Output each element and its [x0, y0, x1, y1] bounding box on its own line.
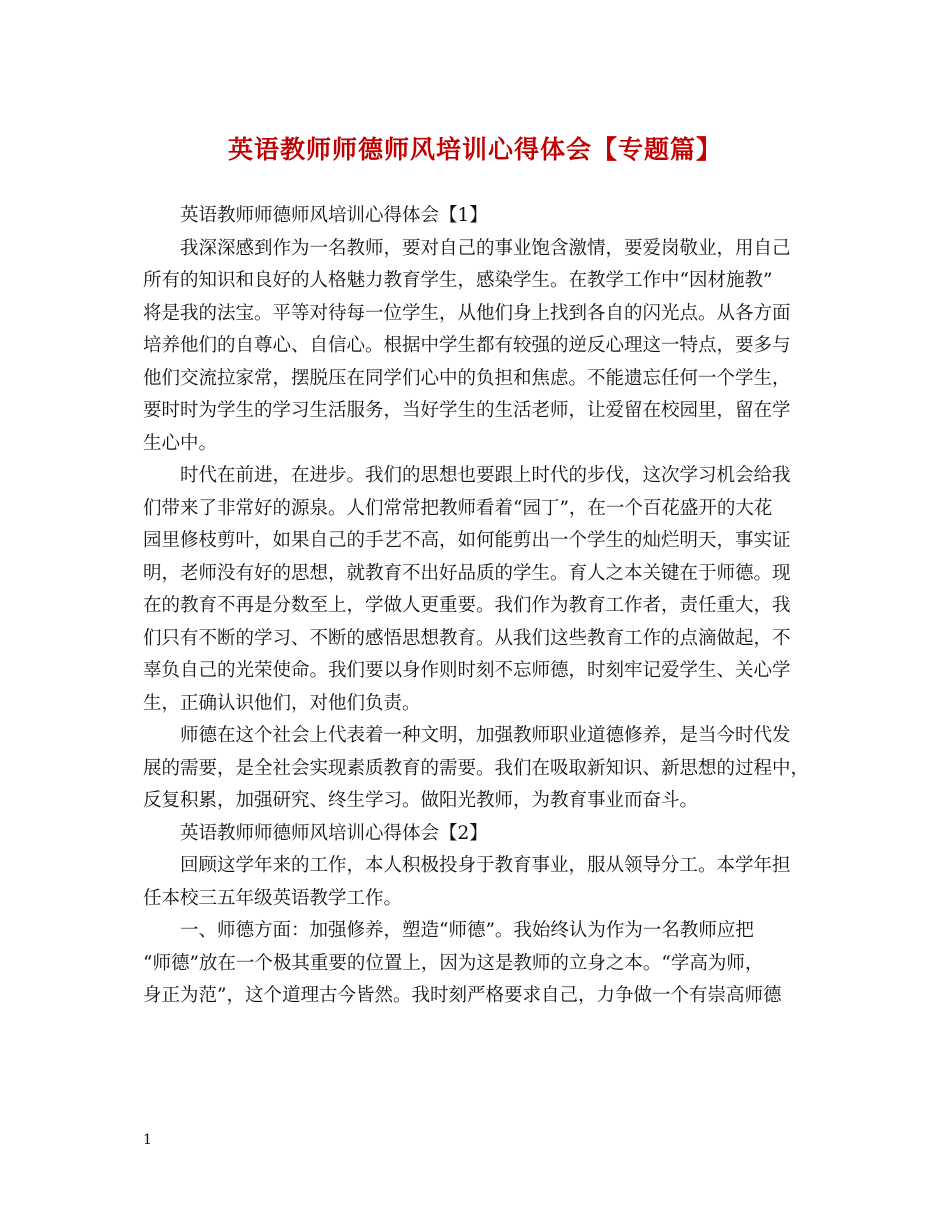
body-line: 我深深感到作为一名教师，要对自己的事业饱含激情，要爱岗敬业，用自己	[180, 237, 791, 259]
body-line: 时代在前进，在进步。我们的思想也要跟上时代的步伐，这次学习机会给我	[180, 465, 791, 486]
body-line: 师德在这个社会上代表着一种文明，加强教师职业道德修养，是当今时代发	[180, 725, 791, 746]
body-line: 们只有不断的学习、不断的感悟思想教育。从我们这些教育工作的点滴做起，不	[143, 627, 791, 649]
body-line: “师德”放在一个极其重要的位置上，因为这是教师的立身之本。“学高为师，	[143, 952, 764, 974]
body-line: 园里修枝剪叶，如果自己的手艺不高，如何能剪出一个学生的灿烂明天，事实证	[143, 530, 791, 551]
body-line: 英语教师师德师风培训心得体会【1】	[180, 205, 488, 226]
body-line: 们带来了非常好的源泉。人们常常把教师看着“园丁”，在一个百花盛开的大花	[143, 497, 773, 519]
body-line: 身正为范”，这个道理古今皆然。我时刻严格要求自己，力争做一个有崇高师德	[143, 985, 782, 1006]
body-line: 反复积累，加强研究、终生学习。做阳光教师，为教育事业而奋斗。	[143, 790, 699, 811]
body-line: 将是我的法宝。平等对待每一位学生，从他们身上找到各自的闪光点。从各方面	[143, 302, 791, 324]
body-line: 回顾这学年来的工作，本人积极投身于教育事业，服从领导分工。本学年担	[180, 855, 791, 876]
body-line: 所有的知识和良好的人格魅力教育学生，感染学生。在教学工作中“因材施教”	[143, 270, 773, 291]
body-line: 明，老师没有好的思想，就教育不出好品质的学生。育人之本关键在于师德。现	[143, 562, 791, 584]
body-line: 一、师德方面：加强修养，塑造“师德”。我始终认为作为一名教师应把	[180, 920, 754, 941]
body-line: 生心中。	[143, 432, 218, 454]
page-number: 1	[143, 1132, 152, 1148]
document-title: 英语教师师德师风培训心得体会【专题篇】	[227, 135, 722, 164]
body-line: 要时时为学生的学习生活服务，当好学生的生活老师，让爱留在校园里，留在学	[143, 400, 791, 421]
body-line: 培养他们的自尊心、自信心。根据中学生都有较强的逆反心理这一特点，要多与	[143, 335, 791, 356]
body-line: 任本校三五年级英语教学工作。	[143, 887, 403, 909]
body-line: 展的需要，是全社会实现素质教育的需要。我们在吸取新知识、新思想的过程中，	[143, 757, 810, 779]
document-body	[143, 200, 813, 1013]
body-line: 生，正确认识他们，对他们负责。	[143, 692, 421, 714]
body-line: 辜负自己的光荣使命。我们要以身作则时刻不忘师德，时刻牢记爱学生、关心学	[143, 660, 791, 681]
body-line: 他们交流拉家常，摆脱压在同学们心中的负担和焦虑。不能遗忘任何一个学生，	[143, 367, 791, 389]
body-line: 英语教师师德师风培训心得体会【2】	[180, 822, 488, 844]
body-line: 在的教育不再是分数至上，学做人更重要。我们作为教育工作者，责任重大，我	[143, 595, 791, 616]
